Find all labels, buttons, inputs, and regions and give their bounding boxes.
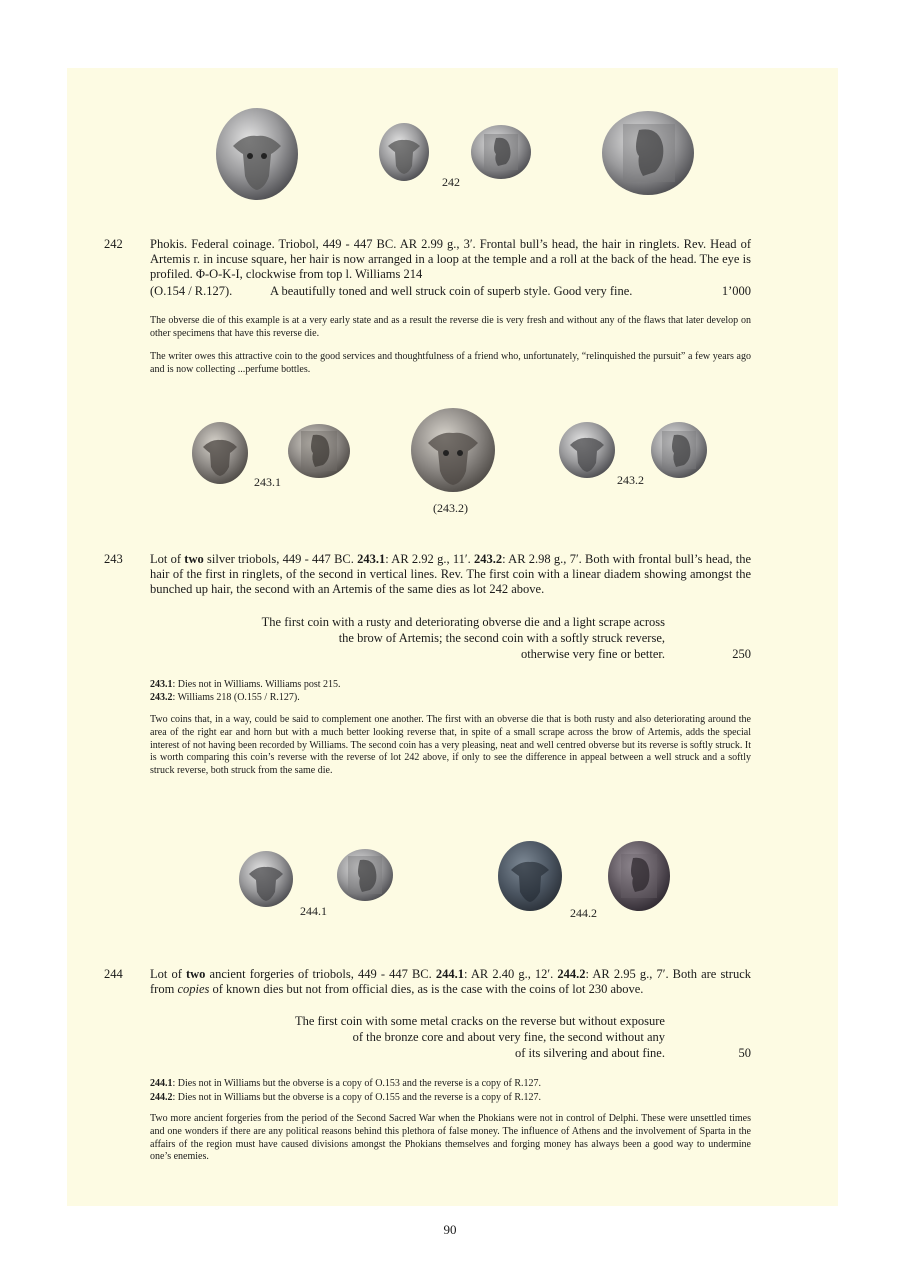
coin-243-1-reverse-image [287, 423, 351, 479]
lot-243-2-reference: 243.2: Williams 218 (O.155 / R.127). [150, 692, 300, 703]
lot-243-condition-line-1: The first coin with a rusty and deteriorating obverse die and a light scrape across [261, 615, 665, 629]
lot-243-1-image-label: 243.1 [254, 475, 281, 489]
lot-242-price: 1’000 [721, 284, 751, 298]
lot-244-note: Two more ancient forgeries from the period of the Second Sacred War when the Phokians were not in control of Delphi. These were unsettled times and one wonders if there are any political reasons behind this plethora of false money. The influence of Athens and the involvement of Sparta in the affairs of the region must have caused divisions amongst the Phokians themselves and forging money has always been a good way to undermine one’s enemies. [150, 1113, 751, 1163]
coin-243-2-obverse-image [558, 421, 616, 479]
lot-243-number: 243 [104, 552, 123, 566]
lot-243-center-image-label: (243.2) [433, 501, 468, 515]
lot-243-2-image-label: 243.2 [617, 473, 644, 487]
lot-244-number: 244 [104, 967, 123, 981]
lot-242-image-label: 242 [442, 175, 460, 189]
lot-242-note-2: The writer owes this attractive coin to the good services and thoughtfulness of a friend who, unfortunately, “relinquished the pursuit” a few years ago and is now collecting ...perfume bottles. [150, 351, 751, 375]
coin-242-obverse-small-image [378, 122, 430, 182]
lot-244-description: Lot of two ancient forgeries of triobols, 449 - 447 BC. 244.1: AR 2.40 g., 12′. 244.2: AR 2.95 g., 7′. Both are struck from copies of known dies but not from official dies, as is the case with the coins of lot 230 above. [150, 967, 751, 996]
lot-242-note-1: The obverse die of this example is at a very early state and as a result the reverse die is very fresh and without any of the flaws that later develop on other specimens that have this reverse die. [150, 315, 751, 339]
coin-242-obverse-large-image [215, 106, 299, 202]
lot-243-note: Two coins that, in a way, could be said to complement one another. The first with an obverse die that is both rusty and also deteriorating around the area of the right ear and horn but with a much better looking reverse that, in spite of a small scrape across the brow of Artemis, adds the special interest of not having been recorded by Williams. The second coin has a very pleasing, neat and well centred obverse but its reverse is softly struck. It is worth comparing this coin’s reverse with the reverse of lot 242 above, if only to see the difference in appeal between a well struck and a softly struck reverse, both struck from the same die. [150, 714, 751, 777]
coin-244-2-reverse-image [607, 840, 671, 912]
lot-243-1-reference: 243.1: Dies not in Williams. Williams post 215. [150, 679, 341, 690]
coin-243-2-reverse-image [650, 421, 708, 479]
lot-244-price: 50 [738, 1046, 751, 1060]
coin-242-reverse-small-image [470, 124, 532, 180]
lot-243-price: 250 [732, 647, 751, 661]
lot-244-condition-line-1: The first coin with some metal cracks on the reverse but without exposure [294, 1014, 665, 1028]
lot-243-condition-line-3: otherwise very fine or better. [520, 647, 665, 661]
lot-242-reference: (O.154 / R.127). [150, 284, 233, 298]
coin-242-reverse-large-image [601, 110, 695, 196]
lot-242-condition: A beautifully toned and well struck coin of superb style. Good very fine. [270, 284, 633, 298]
coin-243-1-obverse-image [191, 421, 249, 485]
lot-243-condition-line-2: the brow of Artemis; the second coin with a softly struck reverse, [338, 631, 665, 645]
lot-242-number: 242 [104, 237, 123, 251]
lot-242-description: Phokis. Federal coinage. Triobol, 449 - 447 BC. AR 2.99 g., 3′. Frontal bull’s head, the hair in ringlets. Rev. Head of Artemis r. in incuse square, her hair is now arranged in a loop at the temple and a roll at the back of the head. The eye is profiled. Φ-O-K-I, clockwise from top l. Williams 214 [150, 237, 751, 281]
lot-244-2-reference: 244.2: Dies not in Williams but the obverse is a copy of O.155 and the reverse is a copy of R.127. [150, 1092, 542, 1103]
coin-244-2-obverse-image [497, 840, 563, 912]
coin-244-1-reverse-image [336, 848, 394, 902]
lot-244-condition-line-3: of its silvering and about fine. [515, 1046, 665, 1060]
lot-244-2-image-label: 244.2 [570, 906, 597, 920]
lot-244-condition-line-2: of the bronze core and about very fine, the second without any [352, 1030, 665, 1044]
lot-244-1-reference: 244.1: Dies not in Williams but the obverse is a copy of O.153 and the reverse is a copy of R.127. [150, 1078, 542, 1089]
lot-243-description: Lot of two silver triobols, 449 - 447 BC. 243.1: AR 2.92 g., 11′. 243.2: AR 2.98 g., 7′. Both with frontal bull’s head, the hair of the first in ringlets, of the second in vertical lines. Rev. The first coin with a linear diadem showing amongst the bunched up hair, the second with an Artemis of the same dies as lot 242 above. [150, 552, 751, 596]
page-number: 90 [443, 1222, 457, 1237]
lot-244-1-image-label: 244.1 [300, 904, 327, 918]
coin-244-1-obverse-image [238, 850, 294, 908]
coin-243-2-obverse-large-image [410, 407, 496, 493]
